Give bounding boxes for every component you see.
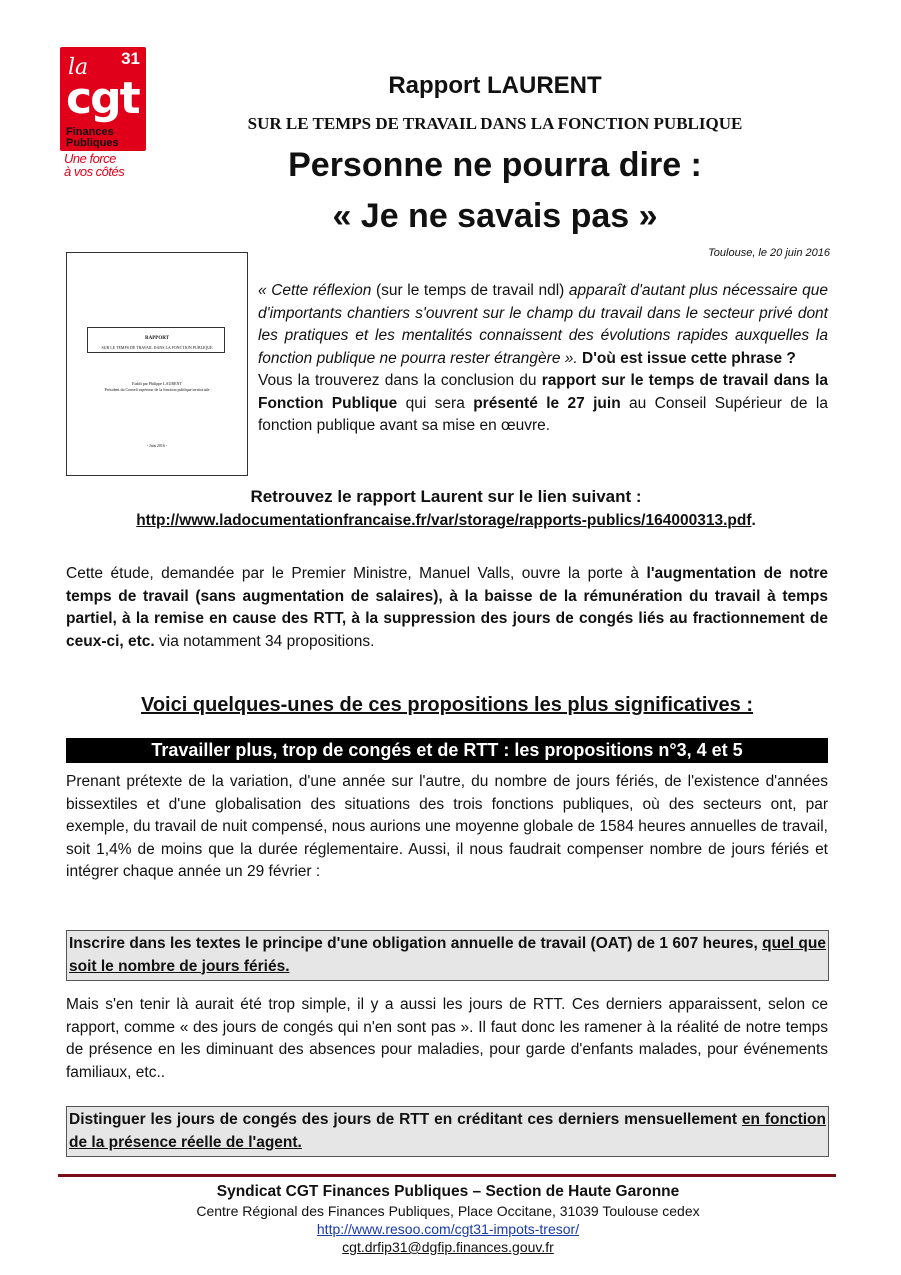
quote-question: D'où est issue cette phrase ? [577, 349, 796, 367]
report-link-line [66, 512, 826, 530]
cover-subtitle: SUR LE TEMPS DE TRAVAIL DANS LA FONCTION PUBLIQUE [101, 345, 213, 350]
study-intro: Cette étude, demandée par le Premier Ministre, Manuel Valls, ouvre la porte à [66, 565, 647, 582]
quote-report-name: rapport sur le temps de travail dans la Fonction Publique [258, 372, 828, 412]
section-band: Travailler plus, trop de congés et de RTT : les propositions n°3, 4 et 5 [66, 738, 828, 763]
quote-answer-end: au Conseil Supérieur de la fonction publique avant sa mise en œuvre. [258, 394, 828, 434]
quote-aside: (sur le temps de travail ndl) [371, 282, 569, 299]
proposition-box-2 [66, 1106, 829, 1157]
link-period: . [751, 512, 756, 529]
study-bold: l'augmentation de notre temps de travail (sans augmentation de salaires), à la baisse de la rémunération du travail à temps partiel, à la remise en cause des RTT, à la suppression des jours de congés liés au fractionnement de ceux-ci, etc. [66, 565, 828, 650]
slogan-line2: à vos côtés [64, 164, 125, 179]
quote-paragraph [258, 280, 828, 438]
logo-line1: Finances [66, 126, 114, 138]
quote-body: apparaît d'autant plus nécessaire que d'importants chantiers s'ouvrent sur le champ du travail dans le secteur privé dont les pratiques et les mentalités connaissent des évolutions rapides auxquelles la fonction publique ne pourra rester étrangère ». [258, 282, 829, 367]
report-cover-thumbnail [66, 252, 248, 476]
logo-finances-publiques [66, 127, 119, 149]
page-title: Rapport LAURENT [388, 72, 602, 99]
cover-author: Etabli par Philippe LAURENT [132, 381, 182, 386]
page-subtitle: SUR LE TEMPS DE TRAVAIL DANS LA FONCTION PUBLIQUE [247, 114, 743, 133]
link-heading: Retrouvez le rapport Laurent sur le lien suivant : [250, 487, 642, 506]
rtt-paragraph: Mais s'en tenir là aurait été trop simple, il y a aussi les jours de RTT. Ces derniers apparaissent, selon ce rapport, comme « des jours de congés qui n'en sont pas ». Il faut donc les ramener à la réalité de notre temps de présence en les diminuant des absences pour maladies, pour garde d'enfants malades, pour événements familiaux, etc.. [66, 996, 828, 1081]
logo-slogan [64, 152, 154, 178]
cover-author-role: Président du Conseil supérieur de la fonction publique territoriale [104, 387, 210, 392]
box2-text: Distinguer les jours de congés des jours de RTT en créditant ces derniers mensuellement [69, 1111, 742, 1128]
footer-website-link[interactable]: http://www.resoo.com/cgt31-impots-tresor/ [316, 1221, 580, 1237]
quote-answer-start: Vous la trouverez dans la conclusion du [258, 372, 542, 389]
logo-number: 31 [121, 49, 140, 68]
footer-email-line [60, 1239, 836, 1255]
logo-la: la [68, 55, 89, 80]
box2-underlined: en fonction de la présence réelle de l'agent. [69, 1111, 826, 1151]
headline-line1: Personne ne pourra dire : [288, 146, 702, 184]
dateline: Toulouse, le 20 juin 2016 [708, 247, 830, 259]
propositions-heading: Voici quelques-unes de ces propositions les plus significatives : [140, 694, 753, 716]
report-link[interactable]: http://www.ladocumentationfrancaise.fr/var/storage/rapports-publics/164000313.pdf [136, 512, 752, 529]
headline-line2: « Je ne savais pas » [332, 197, 658, 235]
cover-date: - Juin 2016 - [146, 443, 168, 448]
quote-date: présenté le 27 juin [473, 394, 621, 412]
quote-open: « Cette réflexion [258, 282, 372, 299]
footer-org: Syndicat CGT Finances Publiques – Section de Haute Garonne [216, 1183, 680, 1200]
box1-underlined: quel que soit le nombre de jours fériés. [69, 935, 826, 975]
footer-email-link[interactable]: cgt.drfip31@dgfip.finances.gouv.fr [342, 1239, 554, 1255]
cover-title: RAPPORT [145, 336, 169, 341]
study-end: via notamment 34 propositions. [154, 632, 375, 650]
footer-address: Centre Régional des Finances Publiques, Place Occitane, 31039 Toulouse cedex [196, 1203, 700, 1219]
quote-answer-mid: qui sera [397, 394, 474, 412]
logo-cgt: cgt [66, 73, 139, 124]
proposition-box-1 [66, 930, 829, 981]
cgt-logo [60, 47, 146, 151]
box1-text: Inscrire dans les textes le principe d'une obligation annuelle de travail (OAT) de 1 607 heures, [69, 935, 763, 952]
study-paragraph [66, 563, 828, 653]
footer-website-line [60, 1221, 836, 1237]
pretext-paragraph: Prenant prétexte de la variation, d'une année sur l'autre, du nombre de jours fériés, de l'existence d'années bissextiles et d'une globalisation des situations des trois fonctions publiques, où des secteurs ont, par exemple, du travail de nuit compensé, nous aurions une moyenne globale de 1584 heures annuelles de travail, soit 1,4% de moins que la durée réglementaire. Aussi, il nous faudrait compenser nombre de jours fériés et intégrer chaque année un 29 février : [66, 773, 828, 880]
slogan-line1: Une force [64, 151, 116, 166]
footer-divider [58, 1174, 836, 1177]
logo-line2: Publiques [66, 137, 119, 149]
